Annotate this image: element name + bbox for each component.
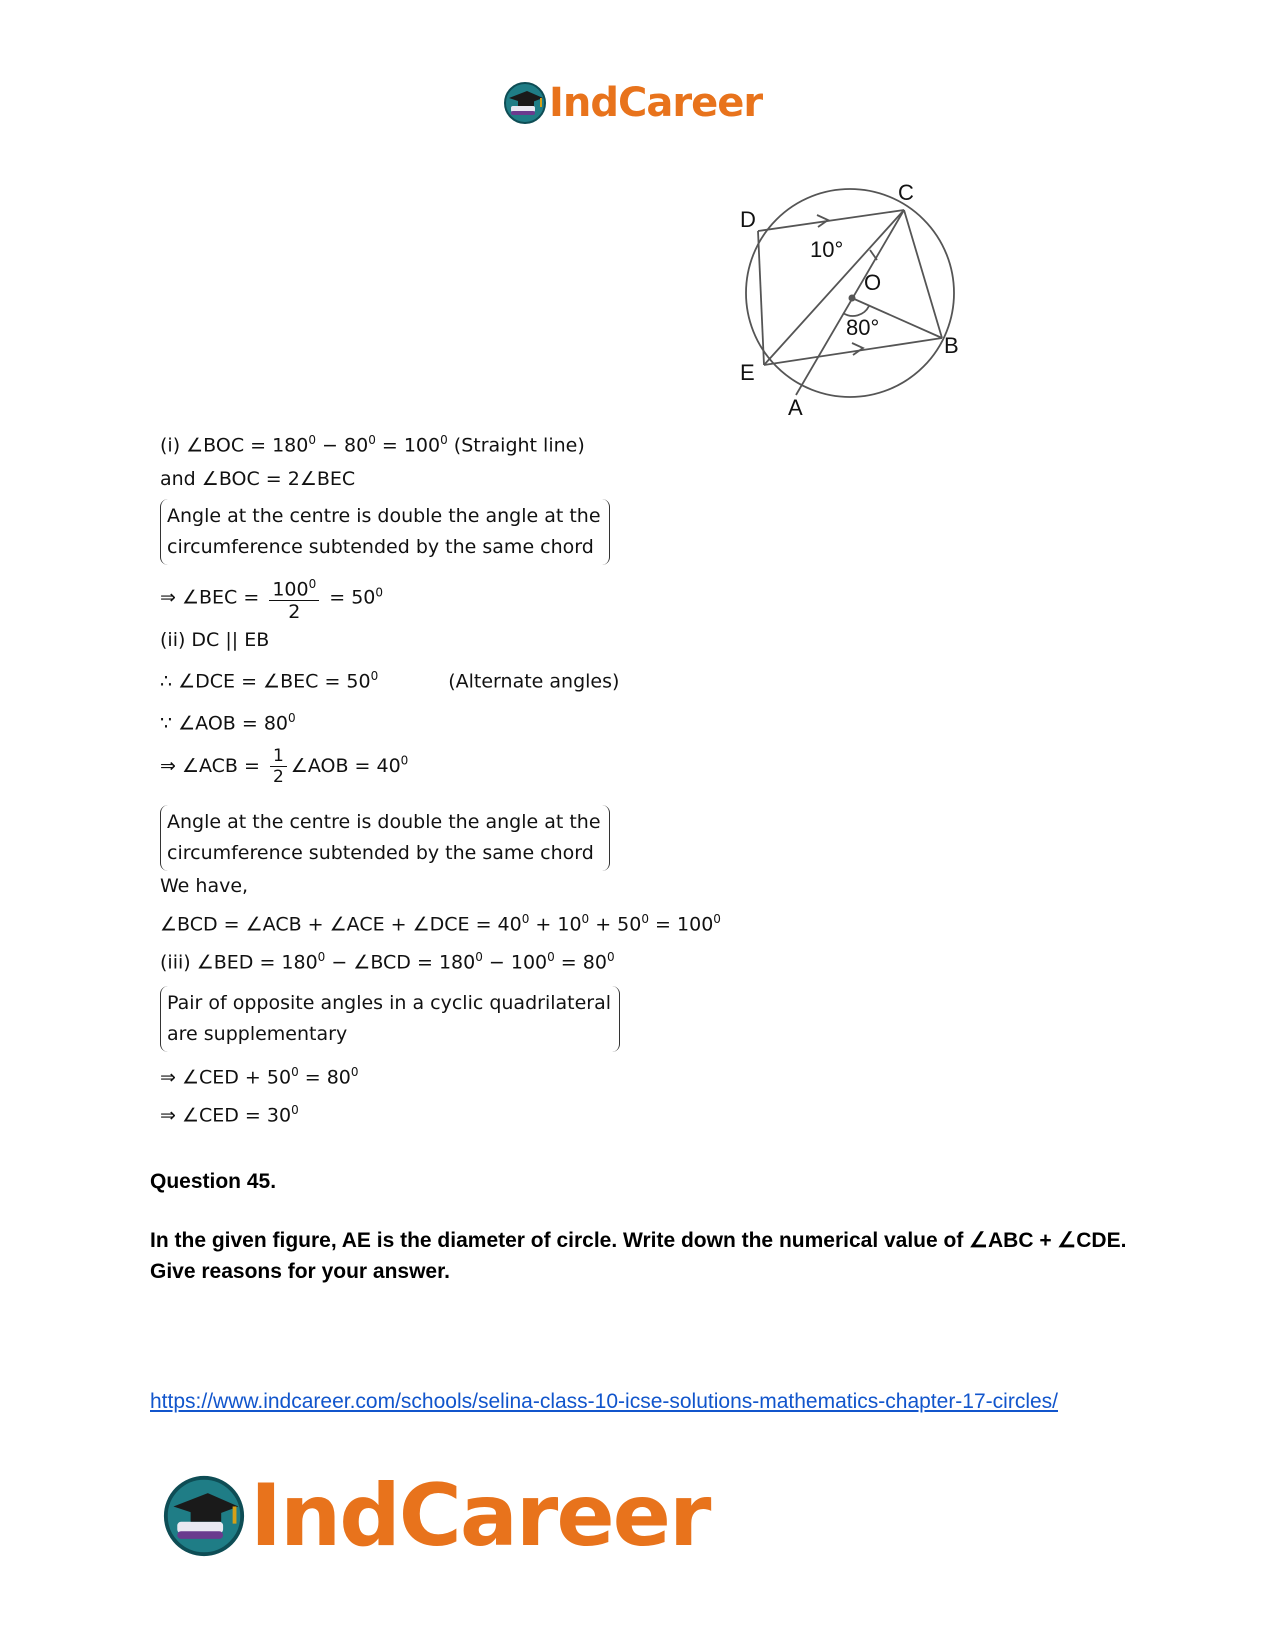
solution-line-9: ∠BCD = ∠ACB + ∠ACE + ∠DCE = $40^0 + 10^0 + 50^0 = 100^0$ <box>160 912 721 936</box>
source-link[interactable]: https://www.indcareer.com/schools/selina-class-10-icse-solutions-mathematics-chapter-17-circles/ <box>150 1390 1058 1413</box>
reason-3-line-2: are supplementary <box>167 1023 348 1045</box>
label-o: O <box>864 270 882 295</box>
question-title: Question 45. <box>150 1170 277 1193</box>
reason-1-line-2: circumference subtended by the same chord <box>167 536 594 558</box>
logo-bottom <box>162 1468 709 1564</box>
fraction-1-2: $\frac{1}{2}$ <box>270 746 287 787</box>
circle <box>746 189 954 397</box>
arrow-eb <box>852 343 863 355</box>
solution-line-7: ⇒ ∠ACB = $\frac{1}{2}$ ∠AOB = $40^0$ <box>160 746 409 787</box>
solution-line-11: ⇒ ∠CED + $50^0 = 80^0$ <box>160 1065 359 1089</box>
label-d: D <box>740 207 756 232</box>
angle-tick-ace <box>870 250 877 260</box>
logo-top <box>503 78 762 128</box>
label-b: B <box>944 333 959 358</box>
question-text: In the given figure, AE is the diameter of circle. Write down the numerical value of ∠ABC + ∠CDE. Give reasons for your answer. <box>150 1229 1127 1283</box>
solution-line-12: ⇒ ∠CED = $30^0$ <box>160 1103 299 1127</box>
reason-bracket-3 <box>160 986 620 1052</box>
centre-dot <box>849 295 856 302</box>
alternate-angles-reason: (Alternate angles) <box>448 670 620 693</box>
line-ce <box>764 210 904 365</box>
reason-2-line-1: Angle at the centre is double the angle at the <box>167 811 601 833</box>
reason-3-line-1: Pair of opposite angles in a cyclic quadrilateral <box>167 992 612 1014</box>
reason-2-line-2: circumference subtended by the same chord <box>167 842 594 864</box>
fraction-100-2: $\frac{100^0}{2}$ <box>269 573 319 623</box>
solution-line-1: (i) ∠BOC = $180^0 - 80^0 = 100^0$ (Straight line) <box>160 433 585 457</box>
graduation-cap-icon <box>162 1474 246 1558</box>
line-dc <box>758 210 904 231</box>
reason-bracket-2 <box>160 805 610 871</box>
solution-line-6: ∵ ∠AOB = $80^0$ <box>160 711 296 735</box>
solution-line-3: ⇒ ∠BEC = $\frac{100^0}{2}$ = $50^0$ <box>160 573 383 623</box>
label-a: A <box>788 395 803 415</box>
reason-bracket-1 <box>160 499 610 565</box>
logo-wordmark: IndCareer <box>250 1466 710 1566</box>
logo-wordmark: IndCareer <box>549 80 763 126</box>
solution-line-2: and ∠BOC = 2∠BEC <box>160 468 356 490</box>
line-cb <box>904 210 942 338</box>
label-e: E <box>740 360 755 385</box>
label-c: C <box>898 180 914 205</box>
line-eb <box>764 338 942 365</box>
graduation-cap-icon <box>503 81 547 125</box>
label-angle-80: 80° <box>846 315 880 340</box>
solution-line-4: (ii) DC || EB <box>160 629 270 651</box>
circle-figure <box>730 175 970 415</box>
solution-line-8: We have, <box>160 875 249 897</box>
label-angle-10: 10° <box>810 237 844 262</box>
reason-1-line-1: Angle at the centre is double the angle at the <box>167 505 601 527</box>
solution-line-10: (iii) ∠BED = $180^0$ − ∠BCD = $180^0 - 100^0 = 80^0$ <box>160 950 615 974</box>
solution-line-5: ∴ ∠DCE = ∠BEC = $50^0$ (Alternate angles) <box>160 669 620 693</box>
